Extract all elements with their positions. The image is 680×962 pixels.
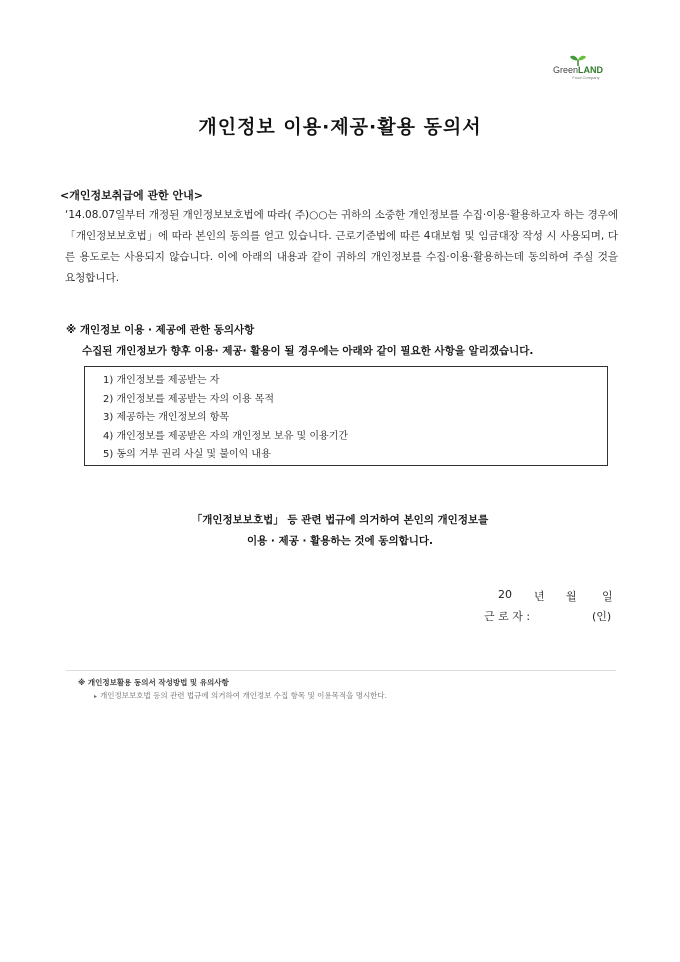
intro-body: ‘14.08.07일부터 개정된 개인정보보호법에 따라( 주)○○는 귀하의 소중한 개인정보를 수집·이용·활용하고자 하는 경우에 「개인정보보호법」에 따라 본인의 동의를 얻고 있습니다. 근로기준법에 따른 4대보험 및 임금대장 작성 시 사용되며, 다른 용도로는 사용되지 않습니다. 이에 아래의 내용과 같이 귀하의 개인정보를 수집·이용·활용하는데 동의하여 주실 것을 요청합니다.	[65, 209, 618, 284]
date-month-label: 월	[566, 590, 577, 603]
footnote-heading: ※ 개인정보활용 동의서 작성방법 및 유의사항	[78, 678, 229, 687]
logo-brand-main: Green	[552, 65, 578, 75]
company-logo	[546, 54, 610, 86]
worker-label: 근 로 자 :	[484, 610, 531, 623]
agreement-statement	[0, 510, 680, 552]
intro-heading: <개인정보취급에 관한 안내>	[60, 189, 203, 202]
date-year-prefix: 20	[498, 588, 512, 601]
list-item: 1) 개인정보를 제공받는 자	[103, 375, 220, 386]
triangle-bullet-icon: ▸	[94, 693, 98, 700]
footnote-divider	[66, 670, 616, 671]
consent-items-box	[84, 366, 608, 466]
list-item: 4) 개인정보를 제공받은 자의 개인정보 보유 및 이용기간	[103, 430, 349, 442]
consent-items-list	[85, 367, 607, 465]
agreement-line-2: 이용 · 제공 · 활용하는 것에 동의합니다.	[246, 535, 434, 547]
date-year-label: 년	[534, 590, 545, 603]
footnote-body	[94, 690, 387, 701]
document-title: 개인정보 이용·제공·활용 동의서	[198, 116, 482, 138]
footnote-text: 개인정보보호법 등의 관련 법규에 의거하여 개인정보 수집 항목 및 이용목적을 명시한다.	[100, 691, 388, 700]
list-item: 5) 동의 거부 권리 사실 및 불이익 내용	[103, 449, 271, 460]
consent-heading: ※ 개인정보 이용 · 제공에 관한 동의사항	[66, 324, 255, 336]
logo-brand-accent: LAND	[578, 65, 603, 75]
consent-subheading: 수집된 개인정보가 향후 이용· 제공· 활용이 될 경우에는 아래와 같이 필요한 사항을 알리겠습니다.	[82, 345, 534, 357]
list-item: 3) 제공하는 개인정보의 항목	[103, 412, 230, 423]
list-item: 2) 개인정보를 제공받는 자의 이용 목적	[103, 393, 275, 405]
logo-wordmark	[546, 66, 610, 75]
logo-tagline: Food Company	[572, 75, 600, 80]
agreement-line-1: 「개인정보보호법」 등 관련 법규에 의거하여 본인의 개인정보를	[191, 514, 489, 526]
seal-label: (인)	[592, 610, 612, 623]
date-day-label: 일	[602, 590, 613, 603]
